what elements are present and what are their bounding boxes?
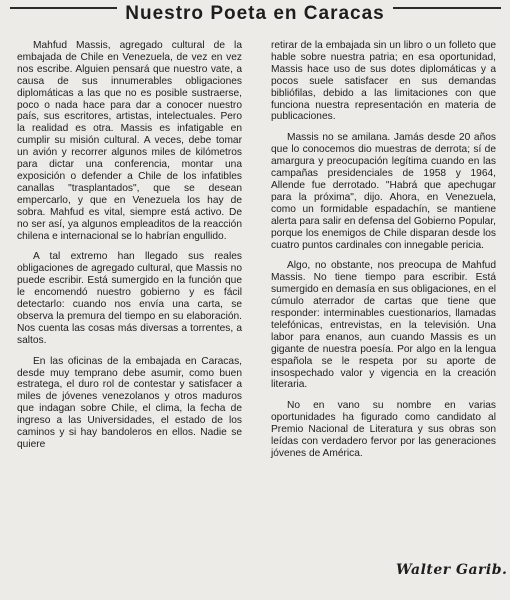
- right-paragraph-2: Massis no se amilana. Jamás desde 20 años que lo conocemos dio muestras de derrota; sí de amargura y preocupación legítima cuando en las campañas presidenciales de 1958 y 1964, Allende fue derrotado. "Habrá que apechugar para la próxima", dijo. Ahora, en Venezuela, como un formidable espadachín, se mantiene alerta para salir en defensa del Gobierno Popular, porque los enemigos de Chile disparan desde los cuatro puntos cardinales con innegable pericia.: [271, 132, 496, 251]
- article-title: [0, 3, 510, 25]
- author-signature: Walter Garib.: [396, 562, 508, 578]
- right-column: [271, 40, 496, 469]
- right-paragraph-4: No en vano su nombre en varias oportunidades ha figurado como candidato al Premio Nacional de Literatura y sus obras son leídas con verdadero fervor por las generaciones jóvenes de América.: [271, 400, 496, 459]
- left-column: [17, 40, 242, 460]
- left-paragraph-2: A tal extremo han llegado sus reales obligaciones de agregado cultural, que Massis no puede escribir. Está sumergido en la función que le encomendó nuestro gobierno y es fácil detectarlo: cuando nos envía una carta, se observa la premura del tiempo en su elaboración. Nos cuenta las cosas más diversas a torrentes, a saltos.: [17, 251, 242, 346]
- article-title-text: Nuestro Poeta en Caracas: [117, 3, 393, 24]
- right-paragraph-1: retirar de la embajada sin un libro o un folleto que hable sobre nuestra patria; en esa oportunidad, Massis hace uso de sus dotes diplomáticas y a pocos suele satisfacer en sus demandas bibliófilas, debido a las limitaciones con que funciona nuestra representación en materia de publicaciones.: [271, 40, 496, 123]
- left-paragraph-3: En las oficinas de la embajada en Caracas, desde muy temprano debe asumir, como buen estratega, el duro rol de contestar y satisfacer a miles de jóvenes venezolanos y otros maduros que indagan sobre Chile, el clima, la fecha de ingreso a las Universidades, el estado de los caminos y si hay bandoleros en ellos. Nadie se quiere: [17, 355, 242, 450]
- right-paragraph-3: Algo, no obstante, nos preocupa de Mahfud Massis. No tiene tiempo para escribir. Está sumergido en demasía en sus obligaciones, en el cúmulo aterrador de cartas que tiene que responder: interminables cuestionarios, llamadas telefónicas, entrevistas, en la televisión. Una labor para enanos, aun cuando Massis es un gigante de nuestra poesía. Por algo en la lengua española se le respeta por su aporte de insospechado valor y vigencia en la creación literaria.: [271, 260, 496, 391]
- left-paragraph-1: Mahfud Massis, agregado cultural de la embajada de Chile en Venezuela, de vez en vez nos escribe. Alguien pensará que nuestro vate, a causa de sus innumerables obligaciones diplomáticas a las que no es posible sustraerse, poco o nada hace para dar a conocer nuestro país, sus escritores, artistas, intelectuales. Pero la realidad es otra. Massis es infatigable en cumplir su misión cultural. A veces, debe tomar un avión y recorrer algunos miles de kilómetros para dictar una conferencia, montar una exposición o defender a Chile de los infatibles canallas "trasplantados", que se desean empercarlo, y que en Venezuela los hay de sobra. Mahfud es vital, siempre está activo. De no ser así, ya algunos empleaditos de la reacción chilena e internacional se lo habrían engullido.: [17, 40, 242, 242]
